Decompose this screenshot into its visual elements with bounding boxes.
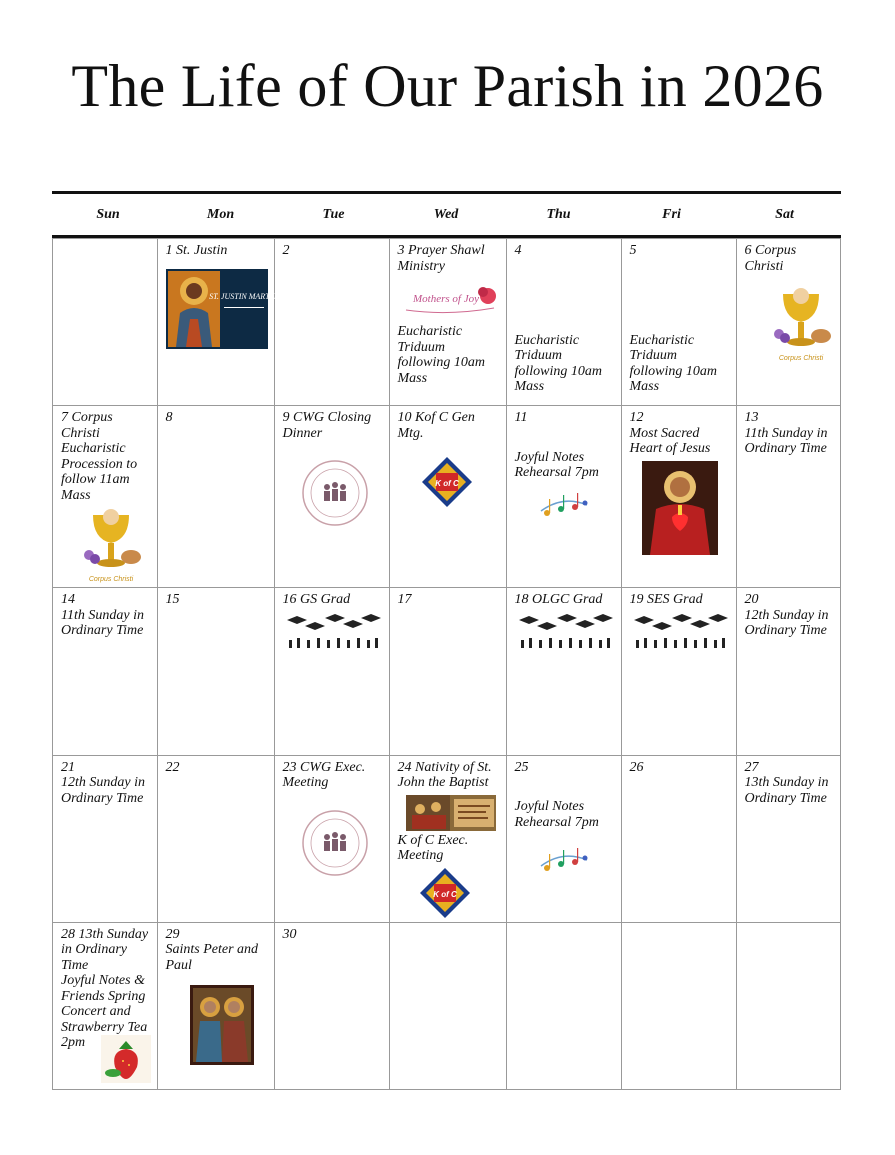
- cell-text: 19 SES Grad: [629, 592, 703, 608]
- calendar-cell-29: [158, 923, 275, 1090]
- cell-text-secondary: K of C Exec. Meeting: [397, 832, 469, 863]
- calendar-cell-9: [275, 406, 390, 588]
- calendar-cell-3: [390, 239, 507, 406]
- cell-text: 30: [282, 926, 297, 942]
- calendar-cell-empty: [390, 923, 507, 1090]
- day-header-tue: Tue: [322, 207, 345, 222]
- cell-text: 28 13th Sunday in Ordinary Time Joyful Notes & Friends Spring Concert and Strawberry Tea 2pm: [61, 926, 149, 1051]
- calendar-grid: [52, 238, 841, 1090]
- calendar-cell-24: [390, 756, 507, 923]
- st-justin-martyr-icon: [166, 269, 279, 349]
- cell-text: 8: [165, 410, 173, 426]
- cwg-logo-icon: [301, 459, 369, 527]
- image-caption: Mothers of Joy: [412, 293, 479, 305]
- day-header-wed: Wed: [433, 207, 459, 222]
- nativity-st-john-icon: [406, 795, 496, 831]
- cell-text: 25: [514, 759, 529, 775]
- calendar-cell-20: [737, 588, 842, 755]
- calendar-cell-12: [622, 406, 737, 588]
- cell-text: 12 Most Sacred Heart of Jesus: [629, 410, 711, 457]
- image-caption: Corpus Christi: [778, 355, 823, 362]
- cwg-logo-icon: [301, 809, 369, 877]
- music-notes-icon: [537, 491, 591, 521]
- corpus-christi-chalice-icon: [769, 286, 833, 366]
- image-caption: Corpus Christi: [88, 576, 134, 584]
- svg-text:K of C: K of C: [434, 479, 459, 489]
- cell-text: 26: [629, 759, 644, 775]
- calendar-cell-22: [158, 756, 275, 923]
- music-notes-icon: [537, 846, 591, 876]
- calendar-cell-15: [158, 588, 275, 755]
- calendar-cell-empty: [507, 923, 622, 1090]
- knights-of-columbus-icon: [418, 866, 472, 920]
- cell-text: 17: [397, 592, 412, 608]
- calendar-cell-25: [507, 756, 622, 923]
- cell-text: 14 11th Sunday in Ordinary Time: [61, 592, 144, 639]
- cell-text: 23 CWG Exec. Meeting: [282, 759, 366, 790]
- calendar-cell-empty: [53, 239, 158, 406]
- calendar-cell-10: [390, 406, 507, 588]
- calendar-cell-2: [275, 239, 390, 406]
- calendar-cell-empty: [622, 923, 737, 1090]
- day-header-thu: Thu: [546, 207, 571, 222]
- calendar-cell-8: [158, 406, 275, 588]
- cell-text: 5: [629, 243, 637, 258]
- cell-text: 16 GS Grad: [282, 592, 351, 608]
- graduation-caps-icon: [630, 614, 730, 650]
- graduation-caps-icon: [515, 614, 615, 650]
- calendar-cell-21: [53, 756, 158, 923]
- calendar-cell-empty: [737, 923, 842, 1090]
- calendar-cell-26: [622, 756, 737, 923]
- calendar-cell-17: [390, 588, 507, 755]
- cell-text: 11: [514, 410, 528, 426]
- calendar-cell-4: [507, 239, 622, 406]
- cell-text: 7 Corpus Christi Eucharistic Procession to follow 11am Mass: [61, 410, 138, 503]
- day-header-fri: Fri: [662, 207, 681, 222]
- cell-text: 2: [282, 243, 290, 258]
- calendar-cell-7: [53, 406, 158, 588]
- cell-text: 20 12th Sunday in Ordinary Time: [744, 592, 829, 639]
- cell-text: 21 12th Sunday in Ordinary Time: [61, 759, 145, 806]
- cell-text: 27 13th Sunday in Ordinary Time: [744, 759, 829, 806]
- cell-text: 22: [165, 759, 180, 775]
- cell-text: 9 CWG Closing Dinner: [282, 410, 372, 441]
- sacred-heart-icon: [642, 461, 718, 555]
- cell-text: 3 Prayer Shawl Ministry: [397, 243, 485, 274]
- cell-text-secondary: Joyful Notes Rehearsal 7pm: [514, 449, 599, 481]
- calendar-cell-11: [507, 406, 622, 588]
- calendar-cell-13: [737, 406, 842, 588]
- day-header-sun: Sun: [96, 207, 120, 222]
- header-top-rule: [52, 191, 841, 194]
- calendar-cell-6: [737, 239, 842, 406]
- calendar-cell-23: [275, 756, 390, 923]
- calendar-cell-30: [275, 923, 390, 1090]
- cell-text-secondary: Eucharistic Triduum following 10am Mass: [514, 332, 603, 394]
- calendar-cell-19: [622, 588, 737, 755]
- day-header-mon: Mon: [206, 207, 235, 222]
- cell-text: 15: [165, 592, 180, 608]
- calendar-cell-16: [275, 588, 390, 755]
- cell-text: 4: [514, 243, 522, 258]
- cell-text-secondary: Eucharistic Triduum following 10am Mass: [397, 324, 486, 386]
- cell-text: 6 Corpus Christi: [744, 243, 797, 274]
- calendar-cell-28: [53, 923, 158, 1090]
- calendar-cell-5: [622, 239, 737, 406]
- knights-of-columbus-icon: [420, 455, 474, 509]
- calendar-cell-18: [507, 588, 622, 755]
- prayer-shawl-logo-icon: [398, 280, 500, 320]
- day-header-sat: Sat: [775, 207, 794, 222]
- cell-text: 13 11th Sunday in Ordinary Time: [744, 410, 828, 457]
- calendar-cell-1: [158, 239, 279, 406]
- cell-text-secondary: Eucharistic Triduum following 10am Mass: [629, 332, 718, 394]
- cell-text: 29 Saints Peter and Paul: [165, 926, 259, 973]
- cell-text: 10 Kof C Gen Mtg.: [397, 410, 475, 441]
- calendar-cell-14: [53, 588, 158, 755]
- cell-text: 18 OLGC Grad: [514, 592, 603, 608]
- page-title: The Life of Our Parish in 2026: [71, 53, 824, 119]
- corpus-christi-chalice-icon: [79, 507, 143, 587]
- strawberry-icon: [101, 1035, 151, 1083]
- image-caption: ST. JUSTIN MARTYR: [208, 291, 279, 301]
- cell-text: 1 St. Justin: [165, 243, 228, 258]
- graduation-caps-icon: [283, 614, 383, 650]
- cell-text: 24 Nativity of St. John the Baptist: [397, 759, 492, 790]
- saints-peter-paul-icon: [190, 985, 254, 1065]
- svg-text:K of C: K of C: [432, 889, 457, 899]
- cell-text-secondary: Joyful Notes Rehearsal 7pm: [514, 799, 599, 830]
- calendar-cell-27: [737, 756, 842, 923]
